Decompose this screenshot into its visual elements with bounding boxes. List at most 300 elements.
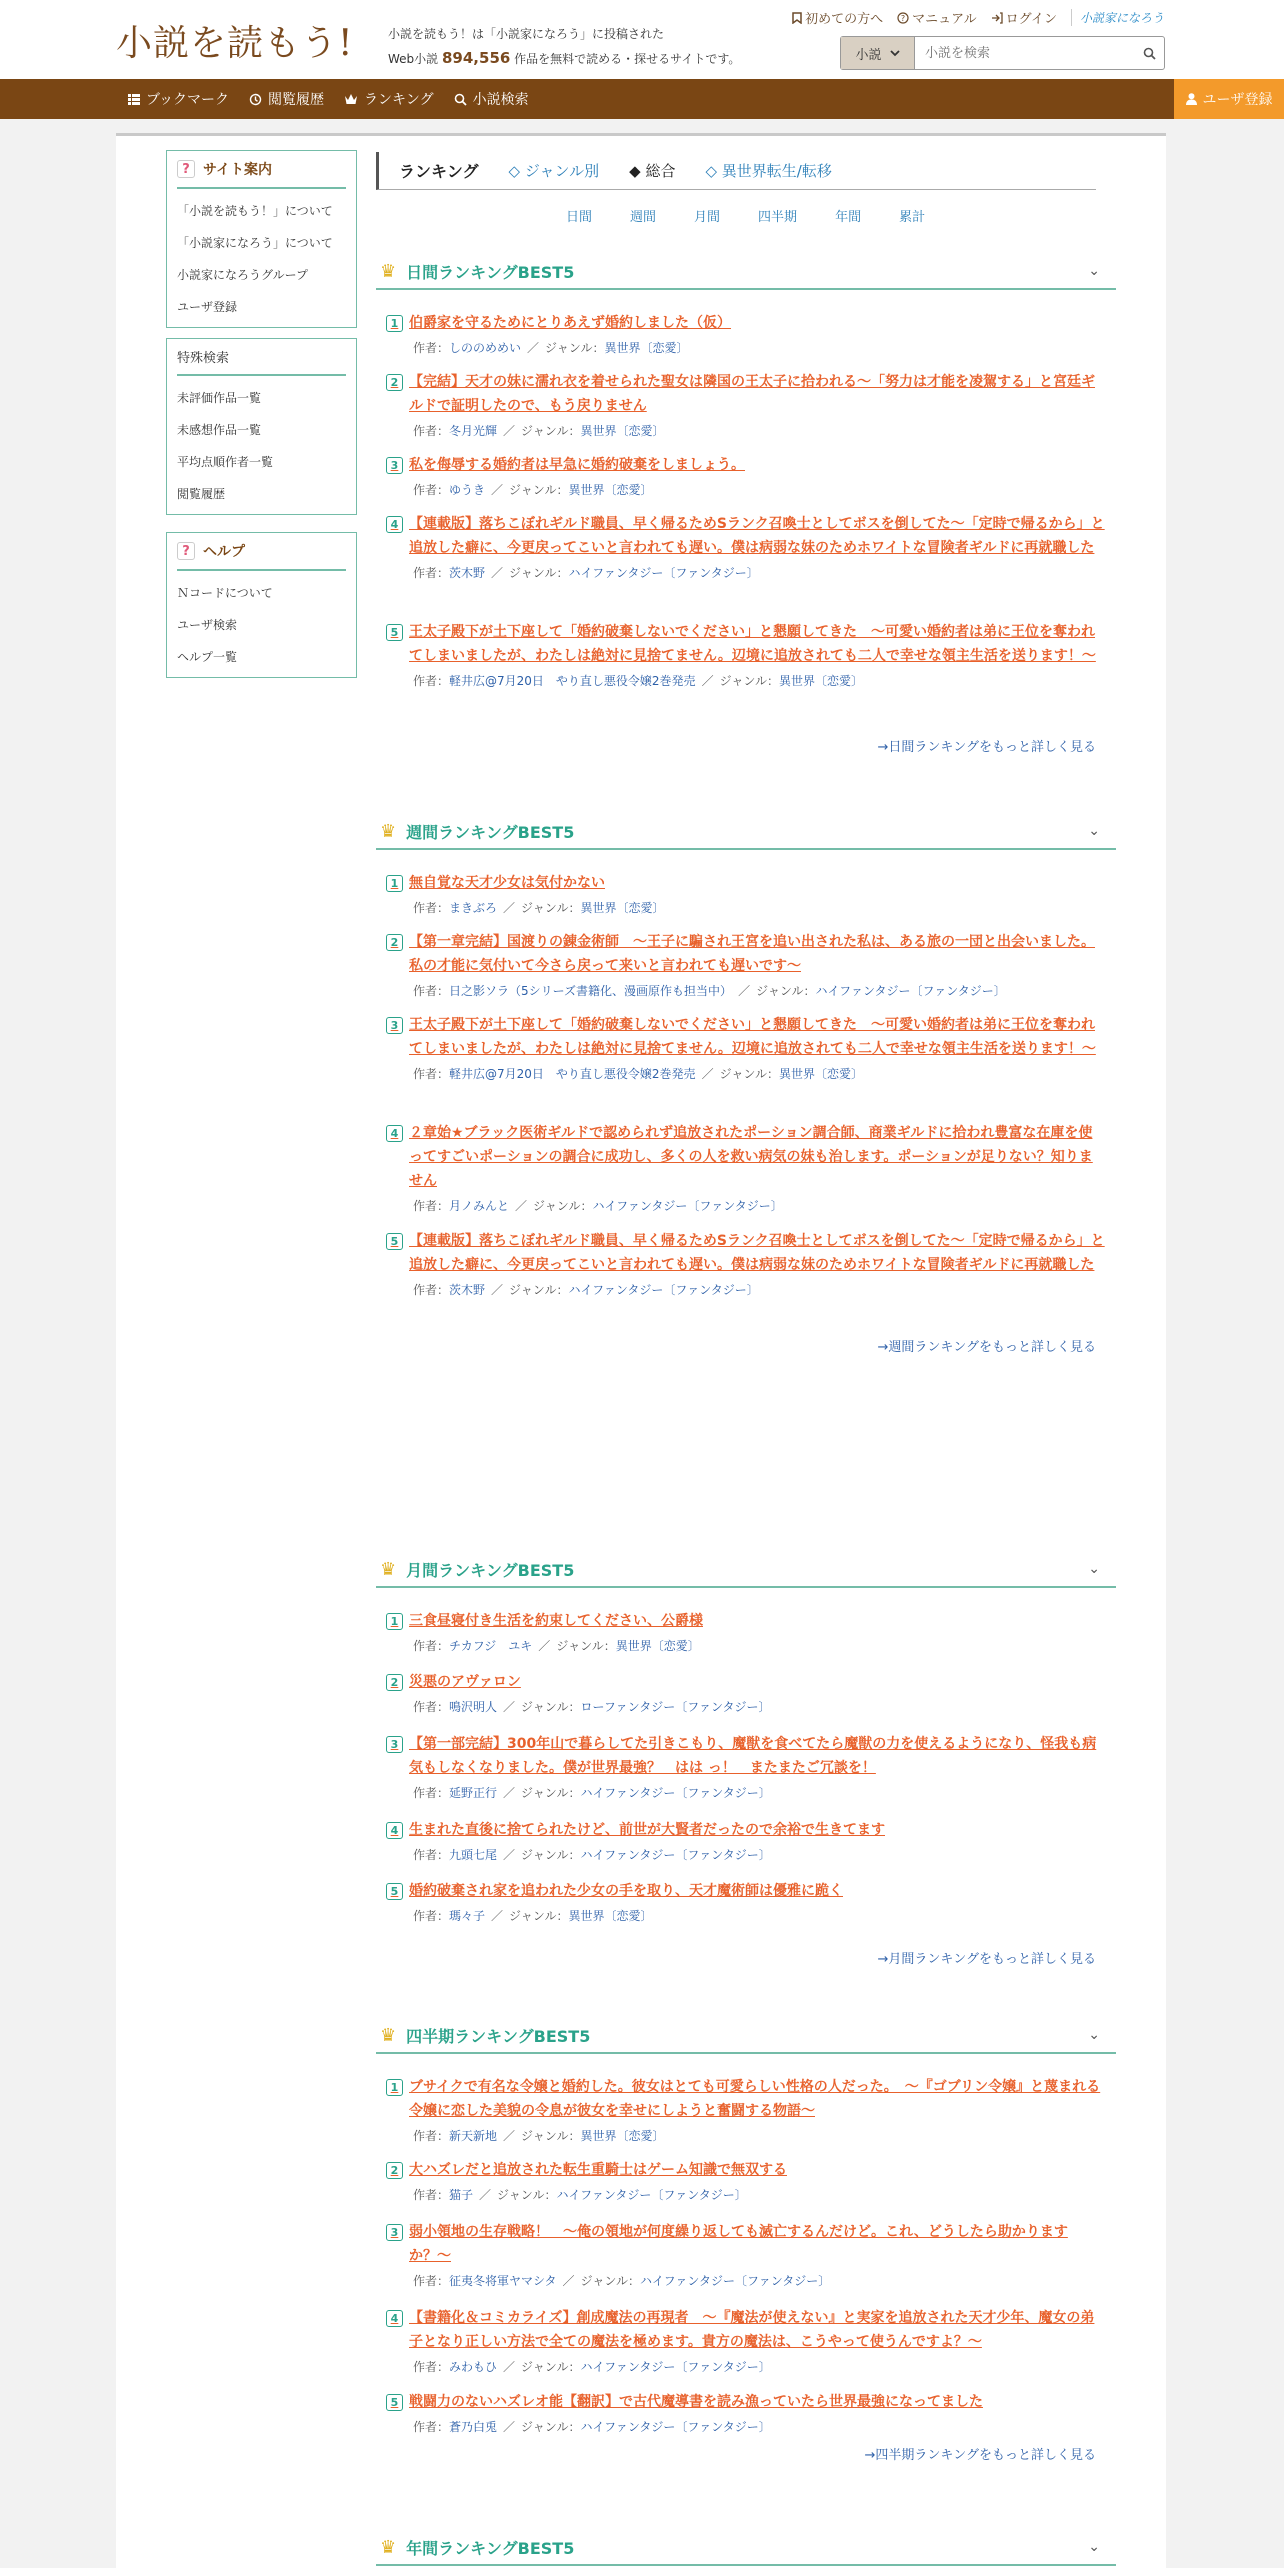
rank-badge: 3 [386, 2224, 403, 2241]
separator: ／ [503, 2360, 516, 2374]
entry-title: 三食昼寝付き生活を約束してください、公爵様 [409, 1613, 703, 1629]
author-label: 作者： [413, 674, 450, 688]
genre-link[interactable]: 異世界〔恋愛〕 [604, 341, 689, 355]
author-label: 作者： [413, 2129, 450, 2143]
entry-meta [386, 1280, 1106, 1300]
entry-title-link[interactable] [386, 453, 1106, 477]
nav-history[interactable] [249, 89, 324, 109]
nav-history-label: 閲覧履歴 [268, 92, 325, 108]
ranking-entry [386, 1013, 1106, 1084]
author-label: 作者： [413, 341, 450, 355]
rank-badge: 2 [386, 2162, 403, 2179]
rank-badge: 3 [386, 1017, 403, 1034]
genre-label: ジャンル： [556, 1639, 616, 1653]
chevron-down-icon[interactable]: ⌄ [1088, 263, 1100, 279]
genre-label: ジャンル： [533, 1199, 593, 1213]
more-ranking-link[interactable]: →四半期ランキングをもっと詳しく見る [864, 2448, 1096, 2463]
author-label: 作者： [413, 2360, 450, 2374]
genre-label: ジャンル： [580, 2274, 641, 2288]
main-nav [0, 79, 1284, 119]
sidebar-item-unrated[interactable]: 未評価作品一覧 [177, 391, 262, 405]
ranking-entry [386, 1879, 1106, 1926]
entry-title-link[interactable] [386, 1732, 1106, 1780]
entry-meta [386, 1196, 1106, 1216]
sidebar-item-help-list[interactable]: ヘルプ一覧 [177, 650, 238, 664]
section-title: 週間ランキングBEST5 [406, 822, 575, 842]
entry-meta [386, 1636, 1106, 1656]
entry-title: 戦闘力のないハズレオ能【翻訳】で古代魔導書を読み漁っていたら世界最強になってました [409, 2394, 983, 2410]
ranking-entry [386, 930, 1106, 1001]
desc-suffix: 作品を無料で読める・探せるサイトです。 [514, 52, 741, 66]
nav-ranking-label: ランキング [364, 92, 434, 108]
manual-label: マニュアル [912, 12, 977, 27]
entry-title: 【完結】天才の妹に濡れ衣を着せられた聖女は隣国の王太子に拾われる〜「努力は才能を凌駕する」と宮廷ギルドで証明したので、もう戻りません [409, 374, 1095, 414]
ranking-entry [386, 1670, 1106, 1717]
rank-badge: 1 [386, 2079, 403, 2096]
ranking-entry [386, 311, 1106, 358]
genre-label: ジャンル： [509, 1283, 569, 1297]
rank-badge: 5 [386, 1883, 403, 1900]
author-link[interactable]: 茨木野 [449, 1283, 486, 1297]
separator: ／ [503, 2129, 516, 2143]
genre-label: ジャンル： [509, 1909, 569, 1923]
genre-label: ジャンル： [756, 984, 816, 998]
author-label: 作者： [413, 2188, 450, 2202]
sidebar-item-avg-score[interactable]: 平均点順作者一覧 [177, 455, 274, 469]
entry-title-link[interactable] [386, 1879, 1106, 1903]
rank-badge: 1 [386, 1613, 403, 1630]
sidebar-item-user-register[interactable]: ユーザ登録 [177, 300, 238, 314]
svg-text:?: ? [901, 13, 906, 23]
author-link[interactable]: 瑪々子 [449, 1909, 486, 1923]
search-icon [1143, 47, 1156, 60]
author-label: 作者： [413, 1067, 450, 1081]
separator: ／ [491, 566, 504, 580]
genre-label: ジャンル： [521, 1786, 581, 1800]
sidebar-item-user-search[interactable]: ユーザ検索 [177, 618, 238, 632]
entry-title: 王太子殿下が土下座して「婚約破棄しないでください」と懇願してきた 〜可愛い婚約者は弟に王位を奪われてしまいましたが、わたしは絶対に見捨てません。辺境に追放されても二人で幸せな領主生活を送ります！〜 [409, 624, 1096, 664]
ranking-entry [386, 620, 1106, 691]
author-link[interactable]: 新天新地 [449, 2129, 498, 2143]
genre-link[interactable]: ハイファンタジー〔ファンタジー〕 [580, 1786, 771, 1800]
author-link[interactable]: 日之影ソラ（5シリーズ書籍化、漫画原作も担当中） [449, 984, 733, 998]
tab-isekai[interactable]: ◇ 異世界転生/転移 [705, 162, 832, 180]
nav-bookmark[interactable] [128, 89, 229, 109]
genre-link[interactable]: ハイファンタジー〔ファンタジー〕 [580, 2360, 771, 2374]
entry-meta [386, 2417, 1106, 2437]
genre-link[interactable]: ハイファンタジー〔ファンタジー〕 [640, 2274, 831, 2288]
genre-link[interactable]: ハイファンタジー〔ファンタジー〕 [580, 1848, 771, 1862]
ranking-entry [386, 370, 1106, 441]
entry-title-link[interactable] [386, 2158, 1106, 2182]
separator: ／ [701, 1067, 714, 1081]
desc-prefix: Web小説 [388, 52, 439, 66]
search-category-select[interactable] [841, 37, 915, 69]
chevron-down-icon[interactable]: ⌄ [1088, 2539, 1100, 2555]
separator: ／ [503, 1700, 516, 1714]
author-label: 作者： [413, 1639, 450, 1653]
ranking-entry [386, 2390, 1106, 2437]
more-ranking-link[interactable]: →日間ランキングをもっと詳しく見る [877, 740, 1096, 755]
nav-search[interactable] [454, 89, 529, 109]
beginners-link[interactable] [792, 8, 883, 27]
entry-title-link[interactable] [386, 311, 1106, 335]
author-link[interactable]: 冬月光輝 [449, 424, 498, 438]
entry-meta [386, 563, 1106, 583]
sidebar-special-title: 特殊検索 [177, 347, 346, 376]
separator: ／ [503, 901, 516, 915]
ranking-entry [386, 2075, 1106, 2146]
genre-label: ジャンル： [521, 1848, 581, 1862]
entry-meta [386, 338, 1106, 358]
entry-title: 弱小領地の生存戦略！ 〜俺の領地が何度繰り返しても滅亡するんだけど。これ、どうしたら助かりますか？〜 [409, 2224, 1068, 2264]
search-icon [454, 93, 467, 106]
ranking-entry [386, 2306, 1106, 2377]
separator: ／ [701, 674, 714, 688]
genre-label: ジャンル： [521, 2420, 581, 2434]
bookmark-icon [792, 12, 802, 24]
chevron-down-icon[interactable]: ⌄ [1088, 1561, 1100, 1577]
entry-title: 【連載版】落ちこぼれギルド職員、早く帰るためSランク召喚士としてボスを倒してた〜「定時で帰るから」と追放した癖に、今更戻ってこいと言われても遅い。僕は病弱な妹のためホワイトな冒険者ギルドに再就職した [409, 1233, 1105, 1273]
main-panel [116, 133, 1166, 2568]
separator: ／ [491, 1283, 504, 1297]
entry-meta [386, 898, 1106, 918]
entry-title-link[interactable] [386, 2075, 1106, 2123]
author-label: 作者： [413, 1199, 450, 1213]
top-links [792, 8, 1164, 27]
entry-meta [386, 1697, 1106, 1717]
site-description [388, 22, 740, 71]
separator: ／ [503, 2420, 516, 2434]
separator: ／ [491, 1909, 504, 1923]
genre-link[interactable]: 異世界〔恋愛〕 [568, 1909, 653, 1923]
question-circle-icon [897, 12, 909, 24]
crown-icon: ♛ [380, 820, 397, 842]
author-link[interactable]: しののめめい [449, 341, 522, 355]
ranking-entry [386, 1121, 1106, 1216]
author-label: 作者： [413, 1909, 450, 1923]
question-icon: ? [177, 160, 195, 178]
genre-label: ジャンル： [545, 341, 605, 355]
section-header[interactable] [376, 2018, 1116, 2054]
entry-title-link[interactable] [386, 871, 1106, 895]
section-title: 日間ランキングBEST5 [406, 262, 575, 282]
author-link[interactable]: 征夷冬将軍ヤマシタ [449, 2274, 557, 2288]
entry-title-link[interactable] [386, 1121, 1106, 1193]
entry-title-link[interactable] [386, 1818, 1106, 1842]
rank-badge: 4 [386, 1822, 403, 1839]
crown-icon: ♛ [380, 1558, 397, 1580]
entry-meta [386, 2126, 1106, 2146]
ranking-section-quarterly [376, 2018, 1116, 2463]
entry-meta [386, 1064, 1106, 1084]
genre-link[interactable]: 異世界〔恋愛〕 [568, 483, 653, 497]
beginners-label: 初めての方へ [805, 12, 884, 27]
ranking-entry [386, 2220, 1106, 2291]
nav-search-label: 小説検索 [472, 92, 529, 108]
sidebar-guide [166, 150, 357, 328]
genre-link[interactable]: ハイファンタジー〔ファンタジー〕 [556, 2188, 747, 2202]
genre-label: ジャンル： [719, 1067, 780, 1081]
entry-title: 王太子殿下が土下座して「婚約破棄しないでください」と懇願してきた 〜可愛い婚約者は弟に王位を奪われてしまいましたが、わたしは絶対に見捨てません。辺境に追放されても二人で幸せな領主生活を送ります！〜 [409, 1017, 1096, 1057]
genre-label: ジャンル： [521, 1700, 581, 1714]
logo-text: 小説を読もう! [116, 22, 354, 64]
section-header[interactable] [376, 2530, 1116, 2566]
rank-badge: 5 [386, 624, 403, 641]
separator: ／ [503, 424, 516, 438]
entry-title-link[interactable] [386, 1670, 1106, 1694]
ranking-entry [386, 1732, 1106, 1803]
sidebar-item-about-yomou[interactable]: 「小説を読もう！」について [177, 204, 333, 218]
rank-badge: 4 [386, 516, 403, 533]
separator: ／ [527, 341, 540, 355]
entry-title-link[interactable] [386, 2220, 1106, 2268]
crown-icon [344, 93, 358, 105]
genre-label: ジャンル： [521, 2129, 581, 2143]
login-link[interactable] [991, 8, 1057, 27]
genre-label: ジャンル： [509, 483, 569, 497]
help-title-label: ヘルプ [203, 544, 245, 560]
genre-link[interactable]: 異世界〔恋愛〕 [615, 1639, 700, 1653]
rank-badge: 2 [386, 374, 403, 391]
rank-badge: 3 [386, 1736, 403, 1753]
manual-link[interactable] [897, 8, 976, 27]
entry-meta [386, 671, 1106, 691]
entry-title: ブサイクで有名な令嬢と婚約した。彼女はとても可愛らしい性格の人だった。 〜『ゴブリン令嬢』と蔑まれる令嬢に恋した美貌の令息が彼女を幸せにしようと奮闘する物語〜 [409, 2079, 1101, 2119]
section-header[interactable] [376, 254, 1116, 290]
author-label: 作者： [413, 2420, 450, 2434]
entry-title: 【第一章完結】国渡りの錬金術師 〜王子に騙され王宮を追い出された私は、ある旅の一団と出会いました。私の才能に気付いて今さら戻って来いと言われても遅いです〜 [409, 934, 1095, 974]
separator: ／ [738, 984, 751, 998]
genre-link[interactable]: ローファンタジー〔ファンタジー〕 [580, 1700, 771, 1714]
sidebar-item-ncode[interactable]: Ｎコードについて [177, 586, 273, 600]
author-label: 作者： [413, 1786, 450, 1800]
genre-label: ジャンル： [497, 2188, 557, 2202]
period-yearly[interactable]: 年間 [835, 210, 862, 225]
ranking-entry [386, 1818, 1106, 1865]
sidebar-item-group[interactable]: 小説家になろうグループ [177, 268, 309, 282]
question-icon: ? [177, 542, 195, 560]
entry-title-link[interactable] [386, 2306, 1106, 2354]
author-link[interactable]: 九頭七尾 [449, 1848, 498, 1862]
sidebar-help-title [177, 541, 346, 571]
entry-meta [386, 1845, 1106, 1865]
rank-badge: 5 [386, 2394, 403, 2411]
genre-label: ジャンル： [521, 2360, 581, 2374]
entry-title-link[interactable] [386, 620, 1106, 668]
period-total[interactable]: 累計 [899, 210, 926, 225]
period-monthly[interactable]: 月間 [694, 210, 721, 225]
separator: ／ [562, 2274, 575, 2288]
login-label: ログイン [1005, 12, 1057, 27]
author-link[interactable]: 茨木野 [449, 566, 486, 580]
separator: ／ [479, 2188, 492, 2202]
user-register-label: ユーザ登録 [1202, 92, 1273, 108]
period-daily[interactable]: 日間 [566, 210, 593, 225]
rank-badge: 2 [386, 934, 403, 951]
search-box [840, 36, 1165, 70]
entry-title: 【連載版】落ちこぼれギルド職員、早く帰るためSランク召喚士としてボスを倒してた〜「定時で帰るから」と追放した癖に、今更戻ってこいと言われても遅い。僕は病弱な妹のためホワイトな冒険者ギルドに再就職した [409, 516, 1105, 556]
sidebar-item-about-narou[interactable]: 「小説家になろう」について [177, 236, 333, 250]
entry-title: 伯爵家を守るためにとりあえず婚約しました（仮） [409, 315, 731, 331]
site-header [0, 0, 1284, 79]
author-label: 作者： [413, 483, 450, 497]
tab-overall[interactable]: ◆ 総合 [629, 162, 676, 180]
author-link[interactable]: 鳴沢明人 [449, 1700, 498, 1714]
entry-title-link[interactable] [386, 512, 1106, 560]
author-label: 作者： [413, 901, 450, 915]
genre-label: ジャンル： [521, 901, 581, 915]
rank-badge: 1 [386, 875, 403, 892]
separator: ／ [503, 1786, 516, 1800]
entry-title: 災悪のアヴァロン [409, 1674, 521, 1690]
section-title: 四半期ランキングBEST5 [406, 2026, 591, 2046]
author-link[interactable]: みわもひ [449, 2360, 498, 2374]
ranking-entry [386, 871, 1106, 918]
genre-link[interactable]: ハイファンタジー〔ファンタジー〕 [592, 1199, 783, 1213]
genre-link[interactable]: 異世界〔恋愛〕 [580, 901, 665, 915]
genre-link[interactable]: 異世界〔恋愛〕 [779, 674, 864, 688]
author-label: 作者： [413, 2274, 450, 2288]
desc-line2 [388, 46, 740, 71]
search-input[interactable] [915, 37, 1134, 69]
entry-meta [386, 2357, 1106, 2377]
entry-title: 大ハズレだと追放された転生重騎士はゲーム知識で無双する [409, 2162, 787, 2178]
entry-meta [386, 1906, 1106, 1926]
separator: ／ [515, 1199, 528, 1213]
entry-title-link[interactable] [386, 1013, 1106, 1061]
genre-link[interactable]: ハイファンタジー〔ファンタジー〕 [815, 984, 1006, 998]
section-title: 月間ランキングBEST5 [406, 1560, 575, 1580]
crown-icon: ♛ [380, 2536, 397, 2558]
author-link[interactable]: 月ノみんと [449, 1199, 510, 1213]
author-label: 作者： [413, 1700, 450, 1714]
entry-title: 私を侮辱する婚約者は早急に婚約破棄をしましょう。 [409, 457, 745, 473]
site-logo[interactable] [116, 14, 353, 66]
author-label: 作者： [413, 566, 450, 580]
rank-badge: 5 [386, 1233, 403, 1250]
author-link[interactable]: 延野正行 [449, 1786, 498, 1800]
entry-title-link[interactable] [386, 1609, 1106, 1633]
desc-line1: 小説を読もう！は「小説家になろう」に投稿された [388, 27, 665, 41]
separator: ／ [503, 1848, 516, 1862]
chevron-down-icon[interactable]: ⌄ [1088, 823, 1100, 839]
ranking-section-weekly [376, 814, 1116, 1354]
tab-genre[interactable]: ◇ ジャンル別 [508, 162, 600, 180]
entry-title-link[interactable] [386, 1229, 1106, 1277]
author-link[interactable]: ゆうき [449, 483, 486, 497]
section-header[interactable] [376, 814, 1116, 850]
author-label: 作者： [413, 424, 450, 438]
nav-bookmark-label: ブックマーク [146, 92, 230, 108]
rank-badge: 4 [386, 2310, 403, 2327]
genre-link[interactable]: ハイファンタジー〔ファンタジー〕 [580, 2420, 771, 2434]
sidebar-item-no-review[interactable]: 未感想作品一覧 [177, 423, 262, 437]
section-header[interactable] [376, 1552, 1116, 1588]
chevron-down-icon [890, 49, 900, 57]
period-weekly[interactable]: 週間 [630, 210, 657, 225]
genre-link[interactable]: ハイファンタジー〔ファンタジー〕 [568, 566, 759, 580]
entry-meta [386, 1783, 1106, 1803]
period-links [566, 206, 925, 225]
author-link[interactable]: まきぶろ [449, 901, 498, 915]
more-ranking-link[interactable]: →月間ランキングをもっと詳しく見る [877, 1952, 1096, 1967]
crown-icon: ♛ [380, 2024, 397, 2046]
nav-ranking[interactable] [344, 89, 434, 109]
entry-meta [386, 2271, 1106, 2291]
ranking-section-yearly [376, 2530, 1116, 2568]
entry-title-link[interactable] [386, 2390, 1106, 2414]
crown-icon: ♛ [380, 260, 397, 282]
entry-title: 【書籍化＆コミカライズ】創成魔法の再現者 〜『魔法が使えない』と実家を追放された天才少年、魔女の弟子となり正しい方法で全ての魔法を極めます。貴方の魔法は、こうやって使うんですよ？〜 [409, 2310, 1095, 2350]
ranking-heading: ランキング [399, 162, 479, 181]
sidebar-item-history[interactable]: 閲覧履歴 [177, 487, 226, 501]
ranking-entry [386, 1229, 1106, 1300]
genre-link[interactable]: 異世界〔恋愛〕 [580, 424, 665, 438]
entry-meta [386, 480, 1106, 500]
ranking-entry [386, 1609, 1106, 1656]
sidebar-help [166, 532, 357, 678]
ranking-section-monthly [376, 1552, 1116, 1972]
chevron-down-icon[interactable]: ⌄ [1088, 2027, 1100, 2043]
author-link[interactable]: チカフジ ユキ [449, 1639, 533, 1653]
sidebar-guide-title [177, 159, 346, 189]
author-label: 作者： [413, 1283, 450, 1297]
ranking-tabs [376, 152, 1096, 190]
ranking-entry [386, 453, 1106, 500]
sidebar-special-search [166, 338, 357, 515]
entry-title-link[interactable] [386, 930, 1106, 978]
period-quarterly[interactable]: 四半期 [758, 210, 798, 225]
search-button[interactable] [1134, 37, 1164, 69]
more-ranking-link[interactable]: →週間ランキングをもっと詳しく見る [877, 1340, 1096, 1355]
entry-meta [386, 421, 1106, 441]
rank-badge: 1 [386, 315, 403, 332]
author-link[interactable]: 蒼乃白兎 [449, 2420, 498, 2434]
login-icon [991, 12, 1003, 24]
genre-link[interactable]: 異世界〔恋愛〕 [779, 1067, 864, 1081]
author-label: 作者： [413, 1848, 450, 1862]
work-count: 894,556 [442, 49, 511, 67]
list-icon [128, 94, 140, 105]
ranking-entry [386, 2158, 1106, 2205]
entry-title-link[interactable] [386, 370, 1106, 418]
entry-title: ２章始★ブラック医術ギルドで認められず追放されたポーション調合師、商業ギルドに拾われ豊富な在庫を使ってすごいポーションの調合に成功し、多くの人を救い病気の妹も治します。ポーションが足りない？知りません [409, 1125, 1093, 1189]
author-link[interactable]: 軽井広@7月20日 やり直し悪役令嬢2巻発売 [449, 1067, 696, 1081]
narou-logo[interactable]: 小説家になろう [1071, 9, 1164, 26]
genre-link[interactable]: ハイファンタジー〔ファンタジー〕 [568, 1283, 759, 1297]
entry-meta [386, 981, 1106, 1001]
rank-badge: 3 [386, 457, 403, 474]
entry-title: 生まれた直後に捨てられたけど、前世が大賢者だったので余裕で生きてます [409, 1822, 885, 1838]
author-link[interactable]: 軽井広@7月20日 やり直し悪役令嬢2巻発売 [449, 674, 696, 688]
genre-label: ジャンル： [719, 674, 780, 688]
ranking-entry [386, 512, 1106, 583]
rank-badge: 2 [386, 1674, 403, 1691]
section-title: 年間ランキングBEST5 [406, 2538, 575, 2558]
separator: ／ [491, 483, 504, 497]
entry-title: 無自覚な天才少女は気付かない [409, 875, 605, 891]
user-register-button[interactable] [1174, 79, 1284, 119]
entry-title: 【第一部完結】300年山で暮らしてた引きこもり、魔獣を食べてたら魔獣の力を使えるようになり、怪我も病気もしなくなりました。僕が世界最強？ はは っ！ またまたご冗談を！ [409, 1736, 1097, 1776]
entry-meta [386, 2185, 1106, 2205]
search-category-value: 小説 [855, 47, 882, 63]
guide-title-label: サイト案内 [203, 162, 273, 178]
rank-badge: 4 [386, 1125, 403, 1142]
author-link[interactable]: 猫子 [449, 2188, 474, 2202]
entry-title: 婚約破棄され家を追われた少女の手を取り、天才魔術師は優雅に跪く [409, 1883, 843, 1899]
genre-link[interactable]: 異世界〔恋愛〕 [580, 2129, 665, 2143]
